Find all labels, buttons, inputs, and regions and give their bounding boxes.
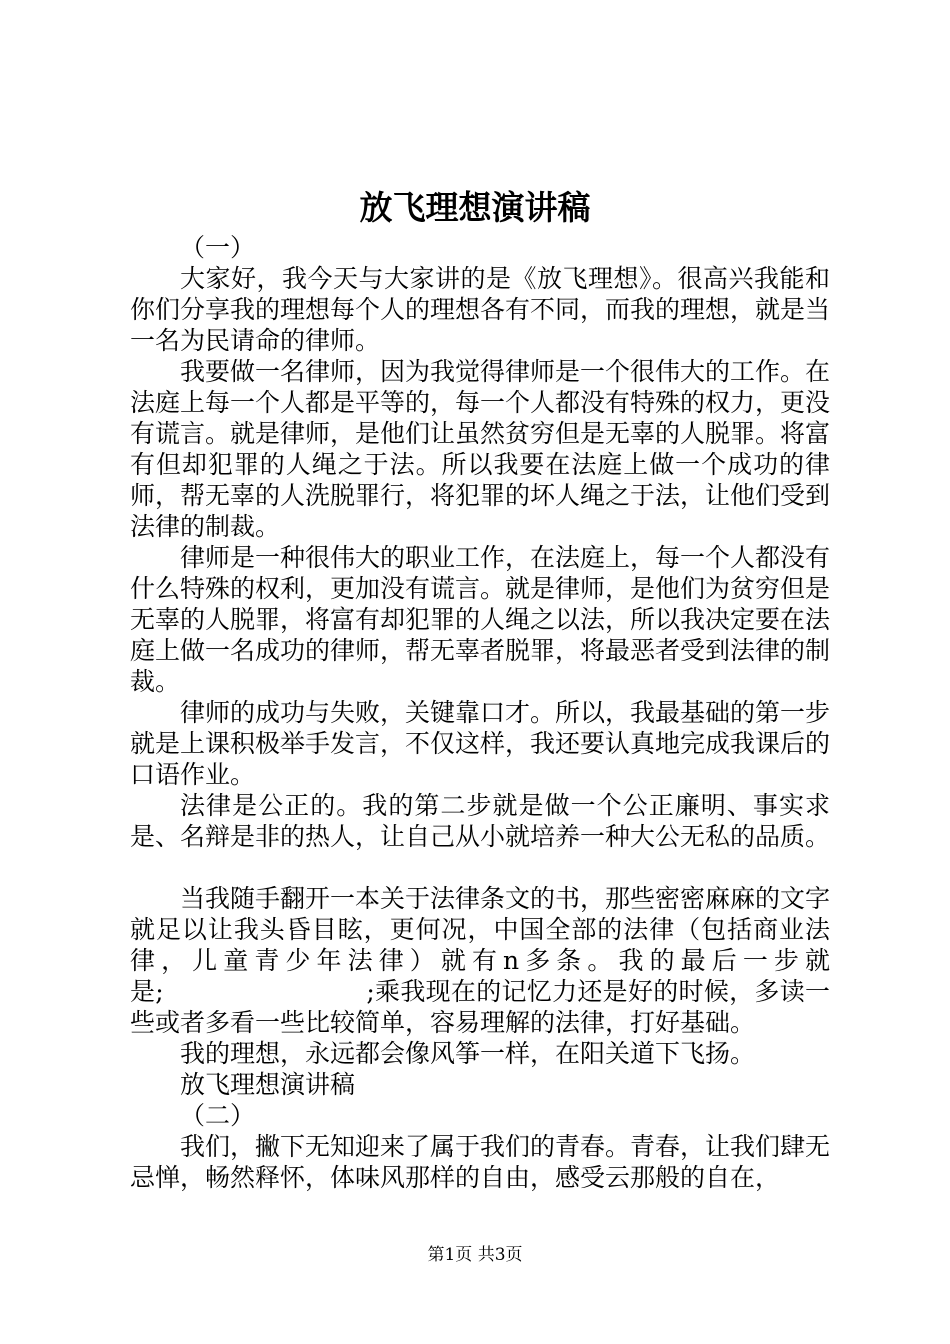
section-marker-one: （一）: [180, 233, 256, 262]
paragraph-youth: 我们，撇下无知迎来了属于我们的青春。青春，让我们肆无忌惮，畅然释怀，体味风那样的自由，感受云那般的自在，: [130, 1132, 831, 1192]
page-indicator: 第1页 共3页: [427, 1245, 523, 1265]
paragraph-step-two: 法律是公正的。我的第二步就是做一个公正廉明、事实求是、名辩是非的热人，让自己从小就培养一种大公无私的品质。: [130, 791, 831, 851]
second-speech-title: 放飞理想演讲稿: [180, 1070, 356, 1099]
paragraph-step-one: 律师的成功与失败，关键靠口才。所以，我最基础的第一步就是上课积极举手发言，不仅这样，我还要认真地完成我课后的口语作业。: [130, 698, 831, 789]
paragraph-lawyer-reason: 我要做一名律师，因为我觉得律师是一个很伟大的工作。在法庭上每一个人都是平等的，每一个人都没有特殊的权力，更没有谎言。就是律师，是他们让虽然贫穷但是无辜的人脱罪。将富有但却犯罪的人绳之于法。所以我要在法庭上做一个成功的律师，帮无辜的人洗脱罪行，将犯罪的坏人绳之于法，让他们受到法律的制裁。: [130, 357, 831, 541]
document-body: [130, 232, 830, 1193]
paragraph-lawyer-career: 律师是一种很伟大的职业工作，在法庭上，每一个人都没有什么特殊的权利，更加没有谎言。就是律师，是他们为贫穷但是无辜的人脱罪，将富有却犯罪的人绳之以法，所以我决定要在法庭上做一名成功的律师，帮无辜者脱罪，将最恶者受到法律的制裁。: [130, 543, 831, 696]
paragraph-closing: 我的理想，永远都会像风筝一样，在阳关道下飞扬。: [180, 1039, 756, 1068]
paragraph-step-three: 当我随手翻开一本关于法律条文的书，那些密密麻麻的文字就足以让我头昏目眩，更何况，中国全部的法律（包括商业法律，儿童青少年法律）就有n多条。我的最后一步就是; ;乘我现在的记忆力还是好的时候，多读一些或者多看一些比较简单，容易理解的法律，打好基础。: [130, 884, 831, 1037]
document-title: 放飞理想演讲稿: [359, 188, 591, 227]
section-marker-two: （二）: [180, 1101, 256, 1130]
paragraph-intro: 大家好，我今天与大家讲的是《放飞理想》。很高兴我能和你们分享我的理想每个人的理想各有不同，而我的理想，就是当一名为民请命的律师。: [130, 264, 831, 355]
